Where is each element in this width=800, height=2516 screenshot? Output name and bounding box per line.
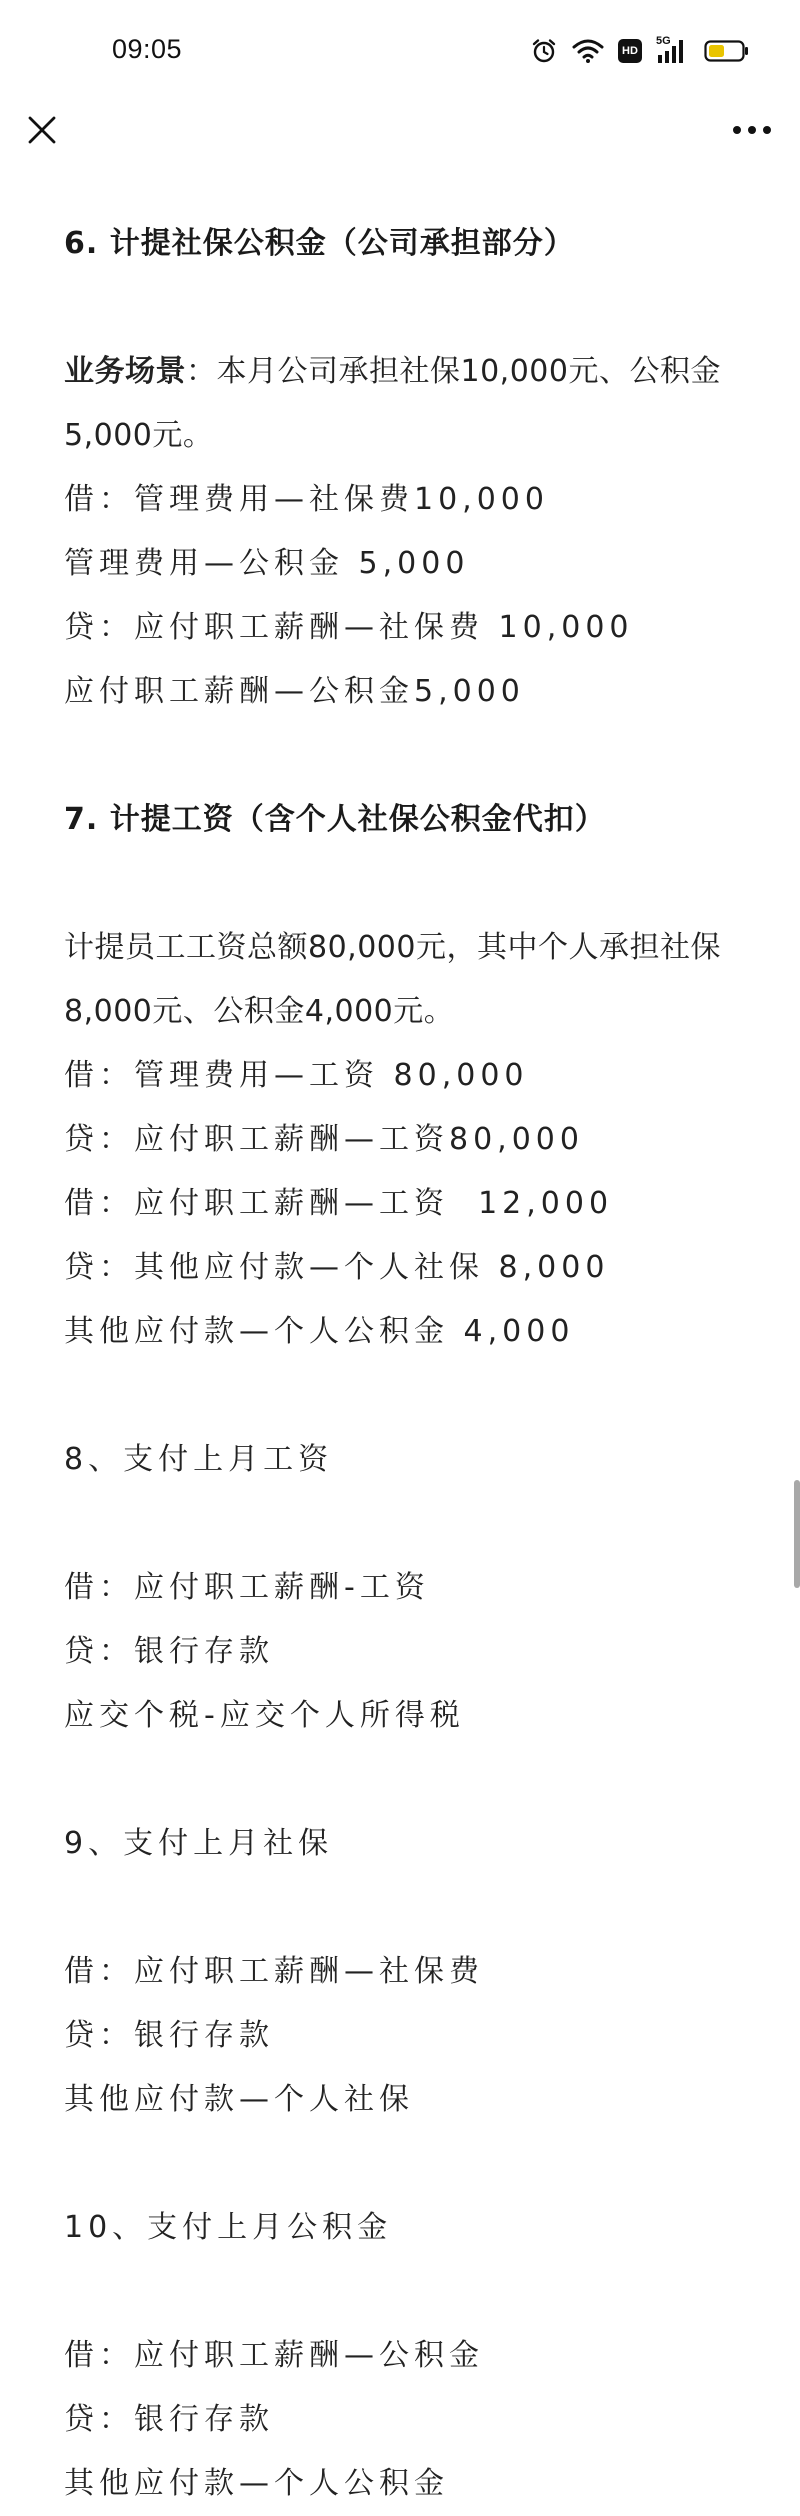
journal-entry: 贷：应付职工薪酬—社保费 10,000 — [64, 610, 634, 645]
journal-entry: 借：应付职工薪酬—公积金 — [64, 2338, 484, 2373]
section-heading: 9、支付上月社保 — [64, 1826, 334, 1861]
section-9 — [64, 1812, 744, 2132]
journal-entry: 其他应付款—个人公积金 4,000 — [64, 1314, 575, 1349]
section-7 — [64, 788, 744, 1364]
journal-entry: 借：管理费用—工资 80,000 — [64, 1058, 529, 1093]
section-10 — [64, 2196, 744, 2516]
close-icon — [27, 115, 57, 145]
journal-entry: 贷：其他应付款—个人社保 8,000 — [64, 1250, 610, 1285]
status-time: 09:05 — [112, 34, 183, 64]
wifi-icon — [572, 38, 604, 64]
more-options-button[interactable] — [724, 108, 780, 152]
nav-bar — [0, 100, 800, 178]
section-heading: 6. 计提社保公积金（公司承担部分） — [64, 226, 575, 261]
section-intro — [64, 340, 744, 468]
section-8 — [64, 1428, 744, 1748]
journal-entry: 管理费用—公积金 5,000 — [64, 546, 470, 581]
journal-entry: 贷：应付职工薪酬—工资80,000 — [64, 1122, 584, 1157]
journal-entry: 应交个税-应交个人所得税 — [64, 1698, 465, 1733]
intro-label: 业务场景 — [64, 354, 186, 389]
hd-badge-label: HD — [622, 45, 638, 57]
journal-entry: 借：管理费用—社保费10,000 — [64, 482, 549, 517]
status-icons — [530, 36, 750, 66]
hd-badge-icon — [618, 39, 642, 63]
journal-entry: 其他应付款—个人社保 — [64, 2082, 414, 2117]
alarm-icon — [530, 37, 558, 65]
article-body — [64, 212, 744, 2516]
journal-entry: 借：应付职工薪酬—工资 12,000 — [64, 1186, 614, 1221]
more-dots-icon — [732, 125, 772, 135]
journal-entry: 贷：银行存款 — [64, 2018, 274, 2053]
signal-icon — [656, 37, 690, 65]
status-bar — [0, 0, 800, 100]
section-6 — [64, 212, 744, 724]
journal-entry: 应付职工薪酬—公积金5,000 — [64, 674, 525, 709]
section-heading: 8、支付上月工资 — [64, 1442, 334, 1477]
journal-entry: 其他应付款—个人公积金 — [64, 2466, 449, 2501]
section-intro: 计提员工工资总额80,000元，其中个人承担社保8,000元、公积金4,000元。 — [64, 930, 721, 1029]
network-label: 5G — [656, 35, 671, 47]
section-heading: 10、支付上月公积金 — [64, 2210, 393, 2245]
scrollbar-thumb[interactable] — [794, 1480, 800, 1588]
journal-entry: 贷：银行存款 — [64, 2402, 274, 2437]
journal-entry: 借：应付职工薪酬—社保费 — [64, 1954, 484, 1989]
journal-entry: 借：应付职工薪酬-工资 — [64, 1570, 430, 1605]
section-heading: 7. 计提工资（含个人社保公积金代扣） — [64, 802, 606, 837]
intro-text: ：本月公司承担社保10,000元、公积金5,000元。 — [64, 354, 721, 453]
journal-entry: 贷：银行存款 — [64, 1634, 274, 1669]
battery-icon — [704, 38, 750, 64]
close-button[interactable] — [20, 108, 64, 152]
